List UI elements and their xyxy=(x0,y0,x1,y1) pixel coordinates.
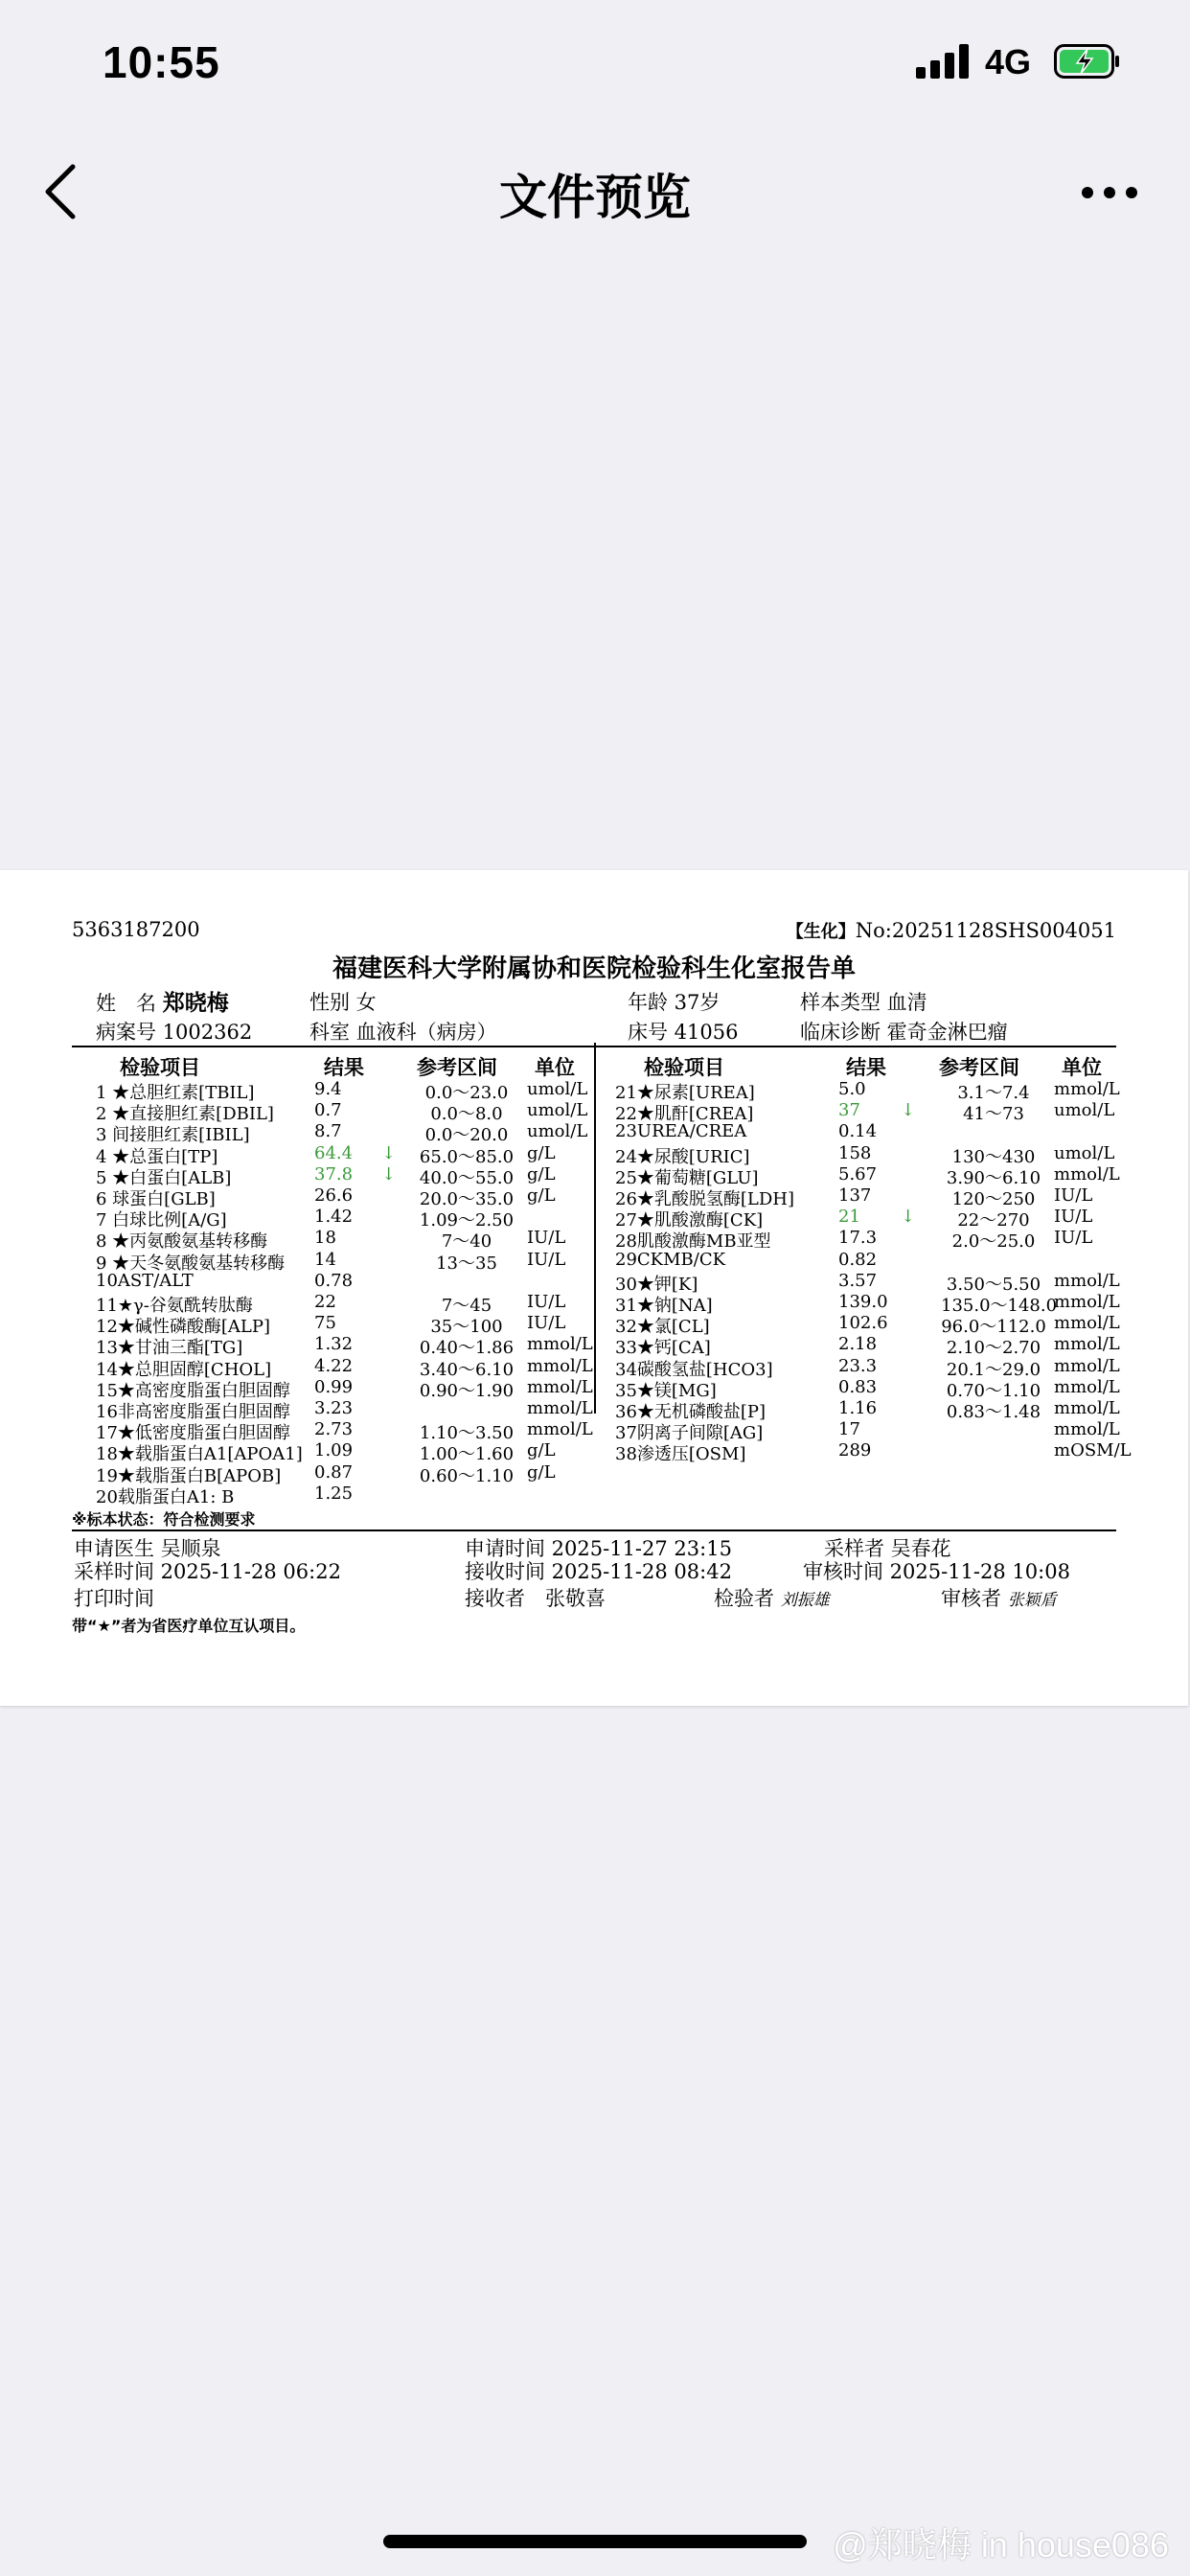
clinical-diagnosis: 临床诊断 霍奇金淋巴瘤 xyxy=(800,1021,1008,1044)
test-item-name: 3 间接胆红素[IBIL] xyxy=(96,1125,250,1146)
reference-range: 0.40～1.86 xyxy=(419,1338,515,1359)
test-unit: mmol/L xyxy=(1054,1419,1120,1440)
reference-range: 41～73 xyxy=(963,1104,1024,1125)
test-item-name: 17★低密度脂蛋白胆固醇 xyxy=(96,1423,290,1444)
test-item-name: 19★载脂蛋白B[APOB] xyxy=(96,1465,282,1486)
test-item-name: 24★尿酸[URIC] xyxy=(615,1146,750,1167)
test-unit: mmol/L xyxy=(527,1376,593,1397)
status-bar xyxy=(0,0,1190,134)
test-unit: IU/L xyxy=(1054,1185,1093,1206)
reference-range: 130～430 xyxy=(951,1146,1036,1167)
test-item-name: 26★乳酸脱氢酶[LDH] xyxy=(615,1189,795,1209)
test-item-name: 13★甘油三酯[TG] xyxy=(96,1338,243,1359)
test-item-name: 5 ★白蛋白[ALB] xyxy=(96,1167,232,1188)
abnormal-flag: ↓ xyxy=(381,1142,397,1163)
test-unit: umol/L xyxy=(1054,1100,1115,1121)
test-unit: mmol/L xyxy=(1054,1334,1120,1355)
test-item-name: 34碳酸氢盐[HCO3] xyxy=(615,1359,773,1380)
test-result: 0.14 xyxy=(838,1121,878,1142)
table-row xyxy=(0,1440,1188,1465)
reference-range: 2.0～25.0 xyxy=(951,1231,1036,1253)
test-item-name: 33★钙[CA] xyxy=(615,1338,711,1359)
table-row xyxy=(0,1334,1188,1359)
test-item-name: 7 白球比例[A/G] xyxy=(96,1210,227,1231)
test-unit: mmol/L xyxy=(527,1334,593,1355)
test-unit: IU/L xyxy=(527,1249,566,1270)
reference-range: 96.0～112.0 xyxy=(941,1317,1046,1338)
test-result: 21 xyxy=(838,1207,860,1228)
name-label: 姓 名 xyxy=(96,992,156,1015)
patient-name xyxy=(96,985,229,1017)
test-item-name: 6 球蛋白[GLB] xyxy=(96,1189,216,1209)
reference-range: 0.0～8.0 xyxy=(430,1104,503,1125)
test-result: 37.8 xyxy=(314,1163,354,1184)
test-unit: mmol/L xyxy=(527,1355,593,1376)
reference-range: 120～250 xyxy=(951,1189,1036,1209)
test-result: 23.3 xyxy=(838,1355,878,1376)
table-row xyxy=(0,1121,1188,1142)
reference-range: 3.90～6.10 xyxy=(946,1167,1041,1188)
test-result: 0.83 xyxy=(838,1376,878,1397)
table-row xyxy=(0,1207,1188,1231)
test-unit: mmol/L xyxy=(527,1398,593,1418)
report-number xyxy=(787,918,1116,943)
reference-range: 35～100 xyxy=(430,1317,503,1338)
test-result: 102.6 xyxy=(838,1313,888,1334)
test-unit: umol/L xyxy=(1054,1142,1115,1163)
test-unit: mmol/L xyxy=(1054,1376,1120,1397)
specimen-status: ※标本状态：符合检测要求 xyxy=(72,1510,256,1529)
test-result: 5.0 xyxy=(838,1079,866,1099)
review-time: 审核时间 2025-11-28 10:08 xyxy=(803,1560,1070,1583)
test-result: 4.22 xyxy=(314,1355,354,1376)
star-note: 带“★”者为省医疗单位互认项目。 xyxy=(72,1617,306,1635)
col-header-unit: 单位 xyxy=(535,1056,575,1079)
test-unit: g/L xyxy=(527,1163,556,1184)
report-no-value: No:20251128SHS004051 xyxy=(855,919,1116,942)
table-row xyxy=(0,1484,1188,1505)
barcode-number: 5363187200 xyxy=(72,918,200,941)
test-unit: mmol/L xyxy=(527,1419,593,1440)
report-title: 福建医科大学附属协和医院检验科生化室报告单 xyxy=(332,954,856,983)
test-item-name: 25★葡萄糖[GLU] xyxy=(615,1167,759,1188)
test-result: 17.3 xyxy=(838,1228,878,1249)
battery-charging-icon xyxy=(1054,44,1121,79)
test-unit: mOSM/L xyxy=(1054,1440,1132,1461)
test-unit: IU/L xyxy=(1054,1228,1093,1249)
test-result: 1.42 xyxy=(314,1207,354,1228)
report-tag: 【生化】 xyxy=(786,922,856,942)
table-row xyxy=(0,1142,1188,1167)
test-item-name: 21★尿素[UREA] xyxy=(615,1083,755,1103)
test-result: 1.09 xyxy=(314,1440,354,1461)
col-header-result: 结果 xyxy=(324,1056,364,1079)
test-item-name: 38渗透压[OSM] xyxy=(615,1444,746,1465)
cellular-signal-icon xyxy=(916,44,972,79)
test-result: 5.67 xyxy=(838,1163,878,1184)
record-number: 病案号 1002362 xyxy=(96,1021,253,1044)
test-result: 1.25 xyxy=(314,1483,354,1504)
abnormal-flag: ↓ xyxy=(381,1163,397,1184)
page-title: 文件预览 xyxy=(499,170,691,225)
reference-range: 20.1～29.0 xyxy=(946,1359,1041,1380)
reviewer xyxy=(941,1583,1057,1612)
reference-range: 1.09～2.50 xyxy=(419,1210,515,1231)
test-result: 64.4 xyxy=(314,1142,354,1163)
table-row xyxy=(0,1228,1188,1253)
table-row xyxy=(0,1419,1188,1444)
table-row xyxy=(0,1292,1188,1316)
requesting-doctor: 申请医生 吴顺泉 xyxy=(74,1537,221,1560)
reference-range: 1.00～1.60 xyxy=(419,1444,515,1465)
test-result: 0.87 xyxy=(314,1461,354,1483)
col-header-range: 参考区间 xyxy=(939,1056,1019,1079)
reference-range: 13～35 xyxy=(436,1253,497,1274)
table-row xyxy=(0,1270,1188,1295)
reference-range: 3.1～7.4 xyxy=(957,1083,1030,1103)
status-time: 10:55 xyxy=(103,37,220,87)
table-row xyxy=(0,1462,1188,1484)
reference-range: 0.0～20.0 xyxy=(424,1125,509,1146)
test-unit: g/L xyxy=(527,1440,556,1461)
test-result: 0.82 xyxy=(838,1249,878,1270)
col-header-unit: 单位 xyxy=(1062,1056,1102,1079)
test-item-name: 11★γ-谷氨酰转肽酶 xyxy=(96,1296,253,1316)
table-row xyxy=(0,1185,1188,1207)
test-result: 289 xyxy=(838,1440,872,1461)
test-unit: mmol/L xyxy=(1054,1355,1120,1376)
test-item-name: 31★钠[NA] xyxy=(615,1296,713,1316)
table-row xyxy=(0,1250,1188,1271)
test-item-name: 4 ★总蛋白[TP] xyxy=(96,1146,218,1167)
tester-signature: 刘振雄 xyxy=(780,1591,830,1610)
test-result: 3.57 xyxy=(838,1270,878,1291)
test-item-name: 2 ★直接胆红素[DBIL] xyxy=(96,1104,274,1125)
nav-bar xyxy=(0,134,1190,249)
test-item-name: 20载脂蛋白A1: B xyxy=(96,1486,235,1507)
test-result: 2.18 xyxy=(838,1334,878,1355)
test-item-name: 22★肌酐[CREA] xyxy=(615,1104,754,1125)
reference-range: 0.90～1.90 xyxy=(419,1380,515,1401)
test-result: 9.4 xyxy=(314,1079,342,1099)
test-unit: umol/L xyxy=(527,1100,588,1121)
test-item-name: 18★载脂蛋白A1[APOA1] xyxy=(96,1444,303,1465)
test-result: 8.7 xyxy=(314,1121,342,1142)
reference-range: 135.0～148.0 xyxy=(941,1296,1058,1316)
reference-range: 1.10～3.50 xyxy=(419,1423,515,1444)
test-result: 17 xyxy=(838,1419,860,1440)
request-time: 申请时间 2025-11-27 23:15 xyxy=(465,1537,732,1560)
test-item-name: 16非高密度脂蛋白胆固醇 xyxy=(96,1402,290,1422)
watermark: @郑晓梅 in house086 xyxy=(833,2525,1169,2564)
table-row xyxy=(0,1313,1188,1338)
test-unit: mmol/L xyxy=(1054,1398,1120,1418)
patient-age: 年龄 37岁 xyxy=(628,991,721,1014)
table-row xyxy=(0,1163,1188,1188)
reference-range: 40.0～55.0 xyxy=(419,1167,515,1188)
more-options-icon[interactable] xyxy=(1081,186,1138,199)
table-row xyxy=(0,1376,1188,1401)
test-result: 1.32 xyxy=(314,1334,354,1355)
test-item-name: 15★高密度脂蛋白胆固醇 xyxy=(96,1380,290,1401)
test-unit: mmol/L xyxy=(1054,1313,1120,1334)
test-result: 22 xyxy=(314,1292,336,1312)
test-item-name: 14★总胆固醇[CHOL] xyxy=(96,1359,272,1380)
table-row xyxy=(0,1100,1188,1125)
test-unit: g/L xyxy=(527,1185,556,1206)
test-item-name: 23UREA/CREA xyxy=(615,1121,747,1142)
receiver: 接收者 张敬喜 xyxy=(465,1587,606,1610)
test-item-name: 35★镁[MG] xyxy=(615,1380,717,1401)
test-result: 37 xyxy=(838,1100,860,1121)
test-unit: g/L xyxy=(527,1461,556,1483)
test-item-name: 37阴离子间隙[AG] xyxy=(615,1423,764,1444)
test-unit: mmol/L xyxy=(1054,1292,1120,1312)
test-item-name: 29CKMB/CK xyxy=(615,1249,726,1270)
divider xyxy=(72,1530,1116,1531)
lab-report-document[interactable] xyxy=(0,870,1188,1706)
test-result: 3.23 xyxy=(314,1398,354,1418)
reference-range: 22～270 xyxy=(957,1210,1030,1231)
test-unit: mmol/L xyxy=(1054,1079,1120,1099)
print-time: 打印时间 xyxy=(74,1587,154,1610)
collect-time: 采样时间 2025-11-28 06:22 xyxy=(74,1560,341,1583)
reviewer-label: 审核者 xyxy=(941,1587,1001,1610)
reference-range: 2.10～2.70 xyxy=(946,1338,1041,1359)
test-item-name: 1 ★总胆红素[TBIL] xyxy=(96,1083,255,1103)
reference-range: 65.0～85.0 xyxy=(419,1146,515,1167)
test-result: 2.73 xyxy=(314,1419,354,1440)
test-result: 139.0 xyxy=(838,1292,888,1312)
name-value: 郑晓梅 xyxy=(162,991,229,1016)
col-header-result: 结果 xyxy=(846,1056,886,1079)
test-result: 26.6 xyxy=(314,1185,354,1206)
test-item-name: 30★钾[K] xyxy=(615,1274,698,1295)
test-result: 1.16 xyxy=(838,1398,878,1418)
reference-range: 3.50～5.50 xyxy=(946,1274,1041,1295)
collector: 采样者 吴春花 xyxy=(824,1537,951,1560)
sample-type: 样本类型 血清 xyxy=(800,991,927,1014)
test-item-name: 32★氯[CL] xyxy=(615,1317,710,1338)
test-item-name: 12★碱性磷酸酶[ALP] xyxy=(96,1317,271,1338)
reference-range: 3.40～6.10 xyxy=(419,1359,515,1380)
table-row xyxy=(0,1079,1188,1103)
test-result: 75 xyxy=(314,1313,336,1334)
table-row xyxy=(0,1398,1188,1422)
test-item-name: 36★无机磷酸盐[P] xyxy=(615,1402,767,1422)
test-unit: mmol/L xyxy=(1054,1270,1120,1291)
table-row xyxy=(0,1355,1188,1380)
test-result: 18 xyxy=(314,1228,336,1249)
test-unit: IU/L xyxy=(527,1292,566,1312)
reference-range: 7～45 xyxy=(441,1296,492,1316)
reference-range: 0.83～1.48 xyxy=(946,1402,1041,1422)
reference-range: 0.0～23.0 xyxy=(424,1083,509,1103)
reference-range: 0.70～1.10 xyxy=(946,1380,1041,1401)
col-header-item: 检验项目 xyxy=(644,1056,724,1079)
test-unit: IU/L xyxy=(527,1228,566,1249)
department: 科室 血液科（病房） xyxy=(309,1021,497,1044)
test-unit: umol/L xyxy=(527,1079,588,1099)
reference-range: 20.0～35.0 xyxy=(419,1189,515,1209)
patient-sex: 性别 女 xyxy=(309,991,377,1014)
col-header-range: 参考区间 xyxy=(417,1056,497,1079)
test-result: 0.7 xyxy=(314,1100,342,1121)
home-indicator[interactable] xyxy=(383,2535,807,2548)
test-unit: IU/L xyxy=(527,1313,566,1334)
network-type: 4G xyxy=(985,42,1032,81)
test-item-name: 8 ★丙氨酸氨基转移酶 xyxy=(96,1231,268,1253)
abnormal-flag: ↓ xyxy=(901,1100,916,1121)
col-header-item: 检验项目 xyxy=(120,1056,200,1079)
reference-range: 0.60～1.10 xyxy=(419,1465,515,1486)
reference-range: 7～40 xyxy=(441,1231,492,1253)
test-item-name: 28肌酸激酶MB亚型 xyxy=(615,1231,771,1253)
tester-label: 检验者 xyxy=(714,1587,774,1610)
test-result: 137 xyxy=(838,1185,872,1206)
receive-time: 接收时间 2025-11-28 08:42 xyxy=(465,1560,732,1583)
tester xyxy=(714,1583,830,1612)
test-unit: mmol/L xyxy=(1054,1163,1120,1184)
test-result: 14 xyxy=(314,1249,336,1270)
test-result: 0.78 xyxy=(314,1270,354,1291)
test-result: 0.99 xyxy=(314,1376,354,1397)
test-item-name: 10AST/ALT xyxy=(96,1270,194,1291)
test-item-name: 27★肌酸激酶[CK] xyxy=(615,1210,764,1231)
test-unit: g/L xyxy=(527,1142,556,1163)
test-item-name: 9 ★天冬氨酸氨基转移酶 xyxy=(96,1253,286,1274)
test-unit: umol/L xyxy=(527,1121,588,1142)
bed-number: 床号 41056 xyxy=(628,1021,739,1044)
reviewer-signature: 张颖盾 xyxy=(1007,1591,1057,1610)
test-unit: IU/L xyxy=(1054,1207,1093,1228)
abnormal-flag: ↓ xyxy=(901,1207,916,1228)
test-result: 158 xyxy=(838,1142,872,1163)
